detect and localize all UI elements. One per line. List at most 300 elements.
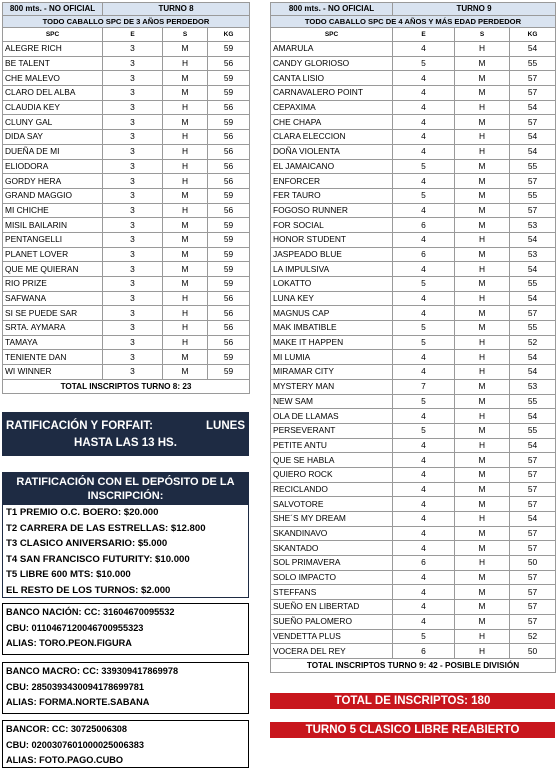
turno-9-col-kg: KG xyxy=(510,28,556,42)
horse-sex: M xyxy=(455,56,510,71)
horse-age: 4 xyxy=(393,130,455,145)
horse-name: MAGNUS CAP xyxy=(271,306,393,321)
table-row xyxy=(271,541,556,556)
horse-age: 4 xyxy=(393,453,455,468)
horse-sex: H xyxy=(163,321,208,336)
horse-name: CARNAVALERO POINT xyxy=(271,86,393,101)
horse-sex: M xyxy=(455,174,510,189)
deposit-line: T3 CLASICO ANIVERSARIO: $5.000 xyxy=(6,538,168,549)
horse-weight: 56 xyxy=(208,335,250,350)
table-row xyxy=(271,438,556,453)
horse-sex: M xyxy=(163,42,208,57)
horse-name: RIO PRIZE xyxy=(3,277,103,292)
horse-name: MI CHICHE xyxy=(3,203,103,218)
horse-age: 5 xyxy=(393,188,455,203)
table-row xyxy=(271,365,556,380)
horse-sex: H xyxy=(163,159,208,174)
horse-name: VENDETTA PLUS xyxy=(271,629,393,644)
horse-weight: 57 xyxy=(510,585,556,600)
horse-sex: M xyxy=(455,541,510,556)
table-row xyxy=(271,350,556,365)
deposit-box xyxy=(2,472,249,598)
horse-age: 3 xyxy=(103,306,163,321)
horse-age: 4 xyxy=(393,570,455,585)
horse-name: CLARO DEL ALBA xyxy=(3,86,103,101)
table-row xyxy=(271,232,556,247)
horse-sex: M xyxy=(163,232,208,247)
ratificacion-deadline: HASTA LAS 13 HS. xyxy=(74,437,177,449)
turno-8-label: TURNO 8 xyxy=(103,3,250,16)
table-row xyxy=(271,526,556,541)
table-row xyxy=(3,115,250,130)
table-row xyxy=(271,394,556,409)
table-row xyxy=(3,42,250,57)
horse-name: DOÑA VIOLENTA xyxy=(271,144,393,159)
horse-sex: M xyxy=(163,365,208,380)
horse-weight: 57 xyxy=(510,614,556,629)
table-row xyxy=(3,188,250,203)
horse-name: SRTA. AYMARA xyxy=(3,321,103,336)
deposit-line: T1 PREMIO O.C. BOERO: $20.000 xyxy=(6,507,159,518)
horse-name: CLUNY GAL xyxy=(3,115,103,130)
horse-name: CLARA ELECCION xyxy=(271,130,393,145)
horse-name: CHE MALEVO xyxy=(3,71,103,86)
horse-sex: M xyxy=(163,86,208,101)
horse-age: 7 xyxy=(393,379,455,394)
horse-sex: H xyxy=(163,203,208,218)
horse-sex: H xyxy=(163,174,208,189)
table-row xyxy=(271,174,556,189)
table-row xyxy=(271,614,556,629)
horse-weight: 59 xyxy=(208,86,250,101)
bank-cbu: CBU: 2850393430094178699781 xyxy=(6,681,144,692)
horse-name: SUEÑO EN LIBERTAD xyxy=(271,600,393,615)
horse-name: EL JAMAICANO xyxy=(271,159,393,174)
horse-age: 3 xyxy=(103,71,163,86)
horse-sex: M xyxy=(455,86,510,101)
horse-sex: H xyxy=(163,335,208,350)
horse-name: MIRAMAR CITY xyxy=(271,365,393,380)
horse-sex: H xyxy=(455,350,510,365)
horse-name: CANTA LISIO xyxy=(271,71,393,86)
horse-name: SUEÑO PALOMERO xyxy=(271,614,393,629)
horse-age: 3 xyxy=(103,365,163,380)
horse-sex: M xyxy=(455,614,510,629)
table-row xyxy=(271,585,556,600)
horse-sex: M xyxy=(163,115,208,130)
ratificacion-label: RATIFICACIÓN Y FORFAIT: xyxy=(6,420,153,432)
table-row xyxy=(271,100,556,115)
table-row xyxy=(3,100,250,115)
horse-name: CLAUDIA KEY xyxy=(3,100,103,115)
horse-weight: 57 xyxy=(510,115,556,130)
horse-sex: M xyxy=(455,482,510,497)
horse-age: 3 xyxy=(103,86,163,101)
horse-age: 6 xyxy=(393,218,455,233)
horse-sex: M xyxy=(455,247,510,262)
horse-sex: H xyxy=(455,438,510,453)
horse-name: PENTANGELLI xyxy=(3,232,103,247)
horse-weight: 57 xyxy=(510,71,556,86)
horse-weight: 57 xyxy=(510,306,556,321)
table-row xyxy=(3,203,250,218)
horse-weight: 59 xyxy=(208,218,250,233)
horse-sex: H xyxy=(455,512,510,527)
horse-name: MI LUMIA xyxy=(271,350,393,365)
horse-age: 5 xyxy=(393,277,455,292)
horse-weight: 59 xyxy=(208,350,250,365)
turno-8-col-kg: KG xyxy=(208,28,250,42)
table-row xyxy=(271,159,556,174)
table-row xyxy=(271,423,556,438)
table-row xyxy=(271,600,556,615)
horse-weight: 57 xyxy=(510,467,556,482)
horse-age: 4 xyxy=(393,497,455,512)
horse-age: 4 xyxy=(393,614,455,629)
horse-name: ENFORCER xyxy=(271,174,393,189)
horse-age: 3 xyxy=(103,188,163,203)
horse-age: 4 xyxy=(393,512,455,527)
horse-name: SI SE PUEDE SAR xyxy=(3,306,103,321)
table-row xyxy=(271,467,556,482)
table-row xyxy=(271,42,556,57)
horse-weight: 59 xyxy=(208,277,250,292)
horse-weight: 57 xyxy=(510,526,556,541)
horse-weight: 55 xyxy=(510,56,556,71)
horse-name: TENIENTE DAN xyxy=(3,350,103,365)
horse-age: 3 xyxy=(103,350,163,365)
horse-weight: 56 xyxy=(208,144,250,159)
horse-name: PLANET LOVER xyxy=(3,247,103,262)
horse-age: 3 xyxy=(103,218,163,233)
bank-cbu: CBU: 0200307601000025006383 xyxy=(6,739,144,750)
horse-name: QUE SE HABLA xyxy=(271,453,393,468)
horse-sex: H xyxy=(455,335,510,350)
turno-8-col-e: E xyxy=(103,28,163,42)
horse-sex: H xyxy=(163,100,208,115)
horse-sex: M xyxy=(455,203,510,218)
horse-sex: H xyxy=(455,130,510,145)
table-row xyxy=(3,144,250,159)
deposit-line: T4 SAN FRANCISCO FUTURITY: $10.000 xyxy=(6,553,190,565)
horse-sex: H xyxy=(455,262,510,277)
table-row xyxy=(271,56,556,71)
horse-age: 6 xyxy=(393,247,455,262)
horse-name: SOL PRIMAVERA xyxy=(271,556,393,571)
table-row xyxy=(271,203,556,218)
table-row xyxy=(271,497,556,512)
horse-weight: 54 xyxy=(510,42,556,57)
horse-sex: H xyxy=(455,629,510,644)
table-row xyxy=(3,306,250,321)
horse-name: CANDY GLORIOSO xyxy=(271,56,393,71)
horse-weight: 55 xyxy=(510,321,556,336)
total-inscriptos: TOTAL INSCRIPTOS TURNO 8: 23 xyxy=(3,379,250,393)
horse-name: PETITE ANTU xyxy=(271,438,393,453)
horse-weight: 53 xyxy=(510,218,556,233)
bank-alias: ALIAS: TORO.PEON.FIGURA xyxy=(6,638,132,648)
bank-account: BANCO MACRO: CC: 339309417869978 xyxy=(6,666,179,676)
horse-weight: 54 xyxy=(510,262,556,277)
turno-8-subtitle: TODO CABALLO SPC DE 3 AÑOS PERDEDOR xyxy=(3,15,250,28)
horse-sex: M xyxy=(455,453,510,468)
horse-age: 4 xyxy=(393,100,455,115)
horse-age: 4 xyxy=(393,438,455,453)
table-row xyxy=(271,556,556,571)
horse-age: 6 xyxy=(393,644,455,659)
table-row xyxy=(271,306,556,321)
horse-sex: H xyxy=(163,144,208,159)
horse-sex: M xyxy=(455,159,510,174)
horse-age: 4 xyxy=(393,600,455,615)
horse-age: 4 xyxy=(393,291,455,306)
table-row xyxy=(3,71,250,86)
horse-weight: 57 xyxy=(510,570,556,585)
deposit-line: T2 CARRERA DE LAS ESTRELLAS: $12.800 xyxy=(6,522,206,534)
table-row xyxy=(3,365,250,380)
total-row xyxy=(271,658,556,672)
total-row xyxy=(3,379,250,393)
ratificacion-forfait-box xyxy=(2,412,249,456)
table-row xyxy=(271,644,556,659)
table-row xyxy=(271,335,556,350)
horse-name: LA IMPULSIVA xyxy=(271,262,393,277)
table-row xyxy=(271,409,556,424)
horse-age: 4 xyxy=(393,262,455,277)
table-row xyxy=(3,247,250,262)
bank-alias: ALIAS: FOTO.PAGO.CUBO xyxy=(6,755,124,765)
horse-age: 3 xyxy=(103,130,163,145)
horse-name: JASPEADO BLUE xyxy=(271,247,393,262)
horse-age: 4 xyxy=(393,42,455,57)
horse-age: 3 xyxy=(103,100,163,115)
horse-name: MISIL BAILARIN xyxy=(3,218,103,233)
horse-name: MAKE IT HAPPEN xyxy=(271,335,393,350)
turno-8-col-spc: SPC xyxy=(3,28,103,42)
horse-name: CEPAXIMA xyxy=(271,100,393,115)
horse-weight: 54 xyxy=(510,512,556,527)
horse-age: 5 xyxy=(393,394,455,409)
horse-name: STEFFANS xyxy=(271,585,393,600)
table-row xyxy=(3,262,250,277)
horse-name: GORDY HERA xyxy=(3,174,103,189)
turno-9-table xyxy=(270,2,556,673)
horse-name: LOKATTO xyxy=(271,277,393,292)
horse-age: 5 xyxy=(393,56,455,71)
horse-age: 3 xyxy=(103,277,163,292)
horse-sex: M xyxy=(163,277,208,292)
horse-weight: 50 xyxy=(510,556,556,571)
horse-sex: M xyxy=(455,423,510,438)
bank-account: BANCO NACIÓN: CC: 31604670095532 xyxy=(6,607,175,617)
horse-weight: 54 xyxy=(510,350,556,365)
horse-weight: 56 xyxy=(208,159,250,174)
horse-name: FOGOSO RUNNER xyxy=(271,203,393,218)
horse-sex: M xyxy=(455,188,510,203)
horse-age: 4 xyxy=(393,71,455,86)
table-row xyxy=(3,86,250,101)
horse-sex: M xyxy=(455,600,510,615)
table-row xyxy=(271,379,556,394)
horse-age: 3 xyxy=(103,291,163,306)
horse-age: 3 xyxy=(103,247,163,262)
horse-sex: H xyxy=(455,232,510,247)
horse-age: 3 xyxy=(103,262,163,277)
horse-name: SALVOTORE xyxy=(271,497,393,512)
horse-age: 3 xyxy=(103,232,163,247)
turno-9-distance: 800 mts. - NO OFICIAL xyxy=(271,3,393,16)
horse-weight: 57 xyxy=(510,203,556,218)
horse-age: 6 xyxy=(393,556,455,571)
horse-sex: H xyxy=(455,144,510,159)
horse-name: VOCERA DEL REY xyxy=(271,644,393,659)
horse-age: 4 xyxy=(393,482,455,497)
table-row xyxy=(271,130,556,145)
turno-8-col-s: S xyxy=(163,28,208,42)
horse-sex: M xyxy=(455,394,510,409)
table-row xyxy=(271,512,556,527)
horse-name: FER TAURO xyxy=(271,188,393,203)
table-row xyxy=(3,277,250,292)
table-row xyxy=(271,218,556,233)
horse-age: 5 xyxy=(393,629,455,644)
table-row xyxy=(271,277,556,292)
horse-age: 4 xyxy=(393,350,455,365)
horse-sex: H xyxy=(163,306,208,321)
horse-weight: 57 xyxy=(510,600,556,615)
total-inscriptos: TOTAL INSCRIPTOS TURNO 9: 42 - POSIBLE DIVISIÓN xyxy=(271,658,556,672)
horse-age: 3 xyxy=(103,203,163,218)
turno-5-reopened-banner: TURNO 5 CLASICO LIBRE REABIERTO xyxy=(270,722,555,738)
table-row xyxy=(271,291,556,306)
horse-name: PERSEVERANT xyxy=(271,423,393,438)
horse-age: 4 xyxy=(393,526,455,541)
horse-weight: 55 xyxy=(510,394,556,409)
horse-sex: H xyxy=(455,409,510,424)
horse-name: MYSTERY MAN xyxy=(271,379,393,394)
table-row xyxy=(3,350,250,365)
horse-weight: 59 xyxy=(208,188,250,203)
horse-name: SKANTADO xyxy=(271,541,393,556)
horse-weight: 54 xyxy=(510,130,556,145)
horse-sex: M xyxy=(455,467,510,482)
turno-8-table xyxy=(2,2,250,394)
table-row xyxy=(271,115,556,130)
horse-weight: 54 xyxy=(510,144,556,159)
horse-weight: 59 xyxy=(208,71,250,86)
horse-age: 4 xyxy=(393,115,455,130)
horse-weight: 57 xyxy=(510,86,556,101)
horse-name: MAK IMBATIBLE xyxy=(271,321,393,336)
horse-age: 3 xyxy=(103,335,163,350)
bank-alias: ALIAS: FORMA.NORTE.SABANA xyxy=(6,697,150,707)
deposit-line: EL RESTO DE LOS TURNOS: $2.000 xyxy=(6,584,171,596)
horse-name: BE TALENT xyxy=(3,56,103,71)
horse-weight: 56 xyxy=(208,291,250,306)
table-row xyxy=(271,482,556,497)
horse-weight: 56 xyxy=(208,130,250,145)
horse-name: AMARULA xyxy=(271,42,393,57)
horse-name: QUIERO ROCK xyxy=(271,467,393,482)
horse-sex: H xyxy=(455,365,510,380)
horse-sex: M xyxy=(455,71,510,86)
horse-sex: M xyxy=(455,570,510,585)
horse-weight: 55 xyxy=(510,423,556,438)
horse-weight: 55 xyxy=(510,277,556,292)
horse-sex: H xyxy=(163,56,208,71)
deposit-title: RATIFICACIÓN CON EL DEPÓSITO DE LA INSCRIPCIÓN: xyxy=(3,473,248,505)
horse-name: ELIODORA xyxy=(3,159,103,174)
horse-name: ALEGRE RICH xyxy=(3,42,103,57)
horse-sex: M xyxy=(163,71,208,86)
horse-age: 5 xyxy=(393,159,455,174)
horse-weight: 57 xyxy=(510,482,556,497)
horse-name: LUNA KEY xyxy=(271,291,393,306)
horse-age: 4 xyxy=(393,174,455,189)
turno-9-col-e: E xyxy=(393,28,455,42)
horse-weight: 54 xyxy=(510,409,556,424)
horse-age: 5 xyxy=(393,321,455,336)
horse-age: 4 xyxy=(393,144,455,159)
horse-weight: 54 xyxy=(510,438,556,453)
horse-weight: 59 xyxy=(208,365,250,380)
table-row xyxy=(3,335,250,350)
table-row xyxy=(271,188,556,203)
horse-weight: 54 xyxy=(510,291,556,306)
horse-weight: 59 xyxy=(208,115,250,130)
turno-8-distance: 800 mts. - NO OFICIAL xyxy=(3,3,103,16)
horse-sex: H xyxy=(455,291,510,306)
horse-sex: M xyxy=(163,247,208,262)
horse-weight: 54 xyxy=(510,100,556,115)
horse-sex: M xyxy=(455,379,510,394)
bank-box-macro xyxy=(2,662,249,714)
table-row xyxy=(271,453,556,468)
horse-age: 5 xyxy=(393,335,455,350)
horse-name: HONOR STUDENT xyxy=(271,232,393,247)
horse-sex: M xyxy=(163,350,208,365)
bank-box-bancor xyxy=(2,720,249,768)
horse-name: GRAND MAGGIO xyxy=(3,188,103,203)
table-row xyxy=(3,174,250,189)
horse-age: 4 xyxy=(393,203,455,218)
horse-weight: 59 xyxy=(208,262,250,277)
horse-name: NEW SAM xyxy=(271,394,393,409)
horse-sex: H xyxy=(455,100,510,115)
table-row xyxy=(271,71,556,86)
horse-sex: M xyxy=(163,188,208,203)
horse-weight: 56 xyxy=(208,56,250,71)
horse-age: 4 xyxy=(393,86,455,101)
table-row xyxy=(271,144,556,159)
table-row xyxy=(3,218,250,233)
horse-weight: 53 xyxy=(510,379,556,394)
horse-name: SOLO IMPACTO xyxy=(271,570,393,585)
horse-age: 3 xyxy=(103,159,163,174)
table-row xyxy=(271,262,556,277)
horse-age: 3 xyxy=(103,144,163,159)
horse-age: 4 xyxy=(393,541,455,556)
turno-9-subtitle: TODO CABALLO SPC DE 4 AÑOS Y MÁS EDAD PERDEDOR xyxy=(271,15,556,28)
horse-weight: 52 xyxy=(510,335,556,350)
horse-sex: H xyxy=(163,130,208,145)
horse-name: OLA DE LLAMAS xyxy=(271,409,393,424)
horse-weight: 56 xyxy=(208,306,250,321)
horse-sex: M xyxy=(455,277,510,292)
horse-weight: 53 xyxy=(510,247,556,262)
horse-sex: H xyxy=(455,556,510,571)
horse-age: 3 xyxy=(103,56,163,71)
